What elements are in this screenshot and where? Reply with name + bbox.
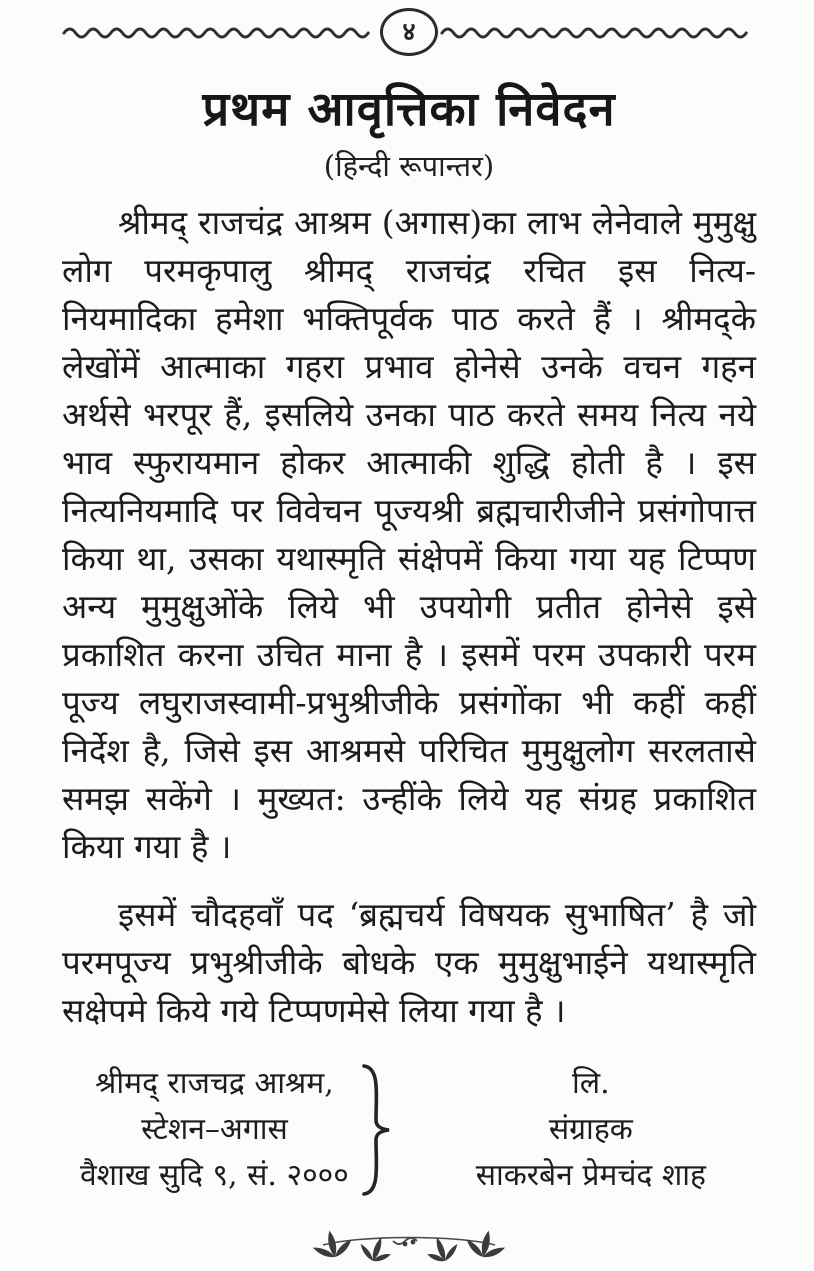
signature-place-date-lines [80, 1061, 349, 1199]
page-header [62, 8, 756, 56]
signature-collector [476, 1061, 706, 1199]
paragraph-2: इसमें चौदहवाँ पद ‘ब्रह्मचर्य विषयक सुभाषित’ है जो परमपूज्य प्रभुश्रीजीके बोधके एक मुमुक्षुभाईने यथास्मृति सक्षेपमे किये गये टिप्पणमेसे लिया गया है । [62, 895, 756, 1031]
signature-li-line: लि. [572, 1066, 610, 1102]
signature-name-line: साकरबेन प्रेमचंद शाह [475, 1158, 706, 1194]
page-number: ४ [402, 16, 416, 46]
wavy-rule-left-icon [62, 21, 378, 43]
body-text [62, 199, 756, 1035]
signature-ashram-line: श्रीमद् राजचद्र आश्रम, [95, 1066, 334, 1102]
paragraph-1: श्रीमद् राजचंद्र आश्रम (अगास)का लाभ लेनेवाले मुमुक्षु लोग परमकृपालु श्रीमद् राजचंद्र रचित इस नित्य-नियमादिका हमेशा भक्तिपूर्वक पाठ करते हैं । श्रीमद्के लेखोंमें आत्माका गहरा प्रभाव होनेसे उनके वचन गहन अर्थसे भरपूर हैं, इसलिये उनका पाठ करते समय नित्य नये भाव स्फुरायमान होकर आत्माकी शुद्धि होती है । इस नित्यनियमादि पर विवेचन पूज्यश्री ब्रह्मचारीजीने प्रसंगोपात्त किया था, उसका यथास्मृति संक्षेपमें किया गया यह टिप्पण अन्य मुमुक्षुओंके लिये भी उपयोगी प्रतीत होनेसे इसे प्रकाशित करना उचित माना है । इसमें परम उपकारी परम पूज्य लघुराजस्वामी-प्रभुश्रीजीके प्रसंगोंका भी कहीं कहीं निर्देश है, जिसे इस आश्रमसे परिचित मुमुक्षुलोग सरलतासे समझ सकेंगे । मुख्यत: उन्हींके लिये यह संग्रह प्रकाशित किया गया है । [62, 203, 756, 867]
signature-role-line: संग्राहक [548, 1112, 633, 1148]
page-title: प्रथम आवृत्तिका निवेदन [202, 82, 616, 137]
wavy-rule-right-icon [440, 21, 756, 43]
page-footer [62, 1219, 756, 1271]
signature-place-date [80, 1061, 395, 1199]
signature-date-line: वैशाख सुदि ९, सं. २००० [80, 1158, 349, 1194]
page-subtitle: (हिन्दी रूपान्तर) [323, 149, 495, 184]
signature-block [62, 1061, 756, 1199]
floral-ornament-icon [301, 1219, 517, 1271]
curly-brace-icon [359, 1063, 395, 1197]
signature-station-line: स्टेशन–अगास [141, 1112, 288, 1148]
page-number-badge [380, 8, 438, 56]
